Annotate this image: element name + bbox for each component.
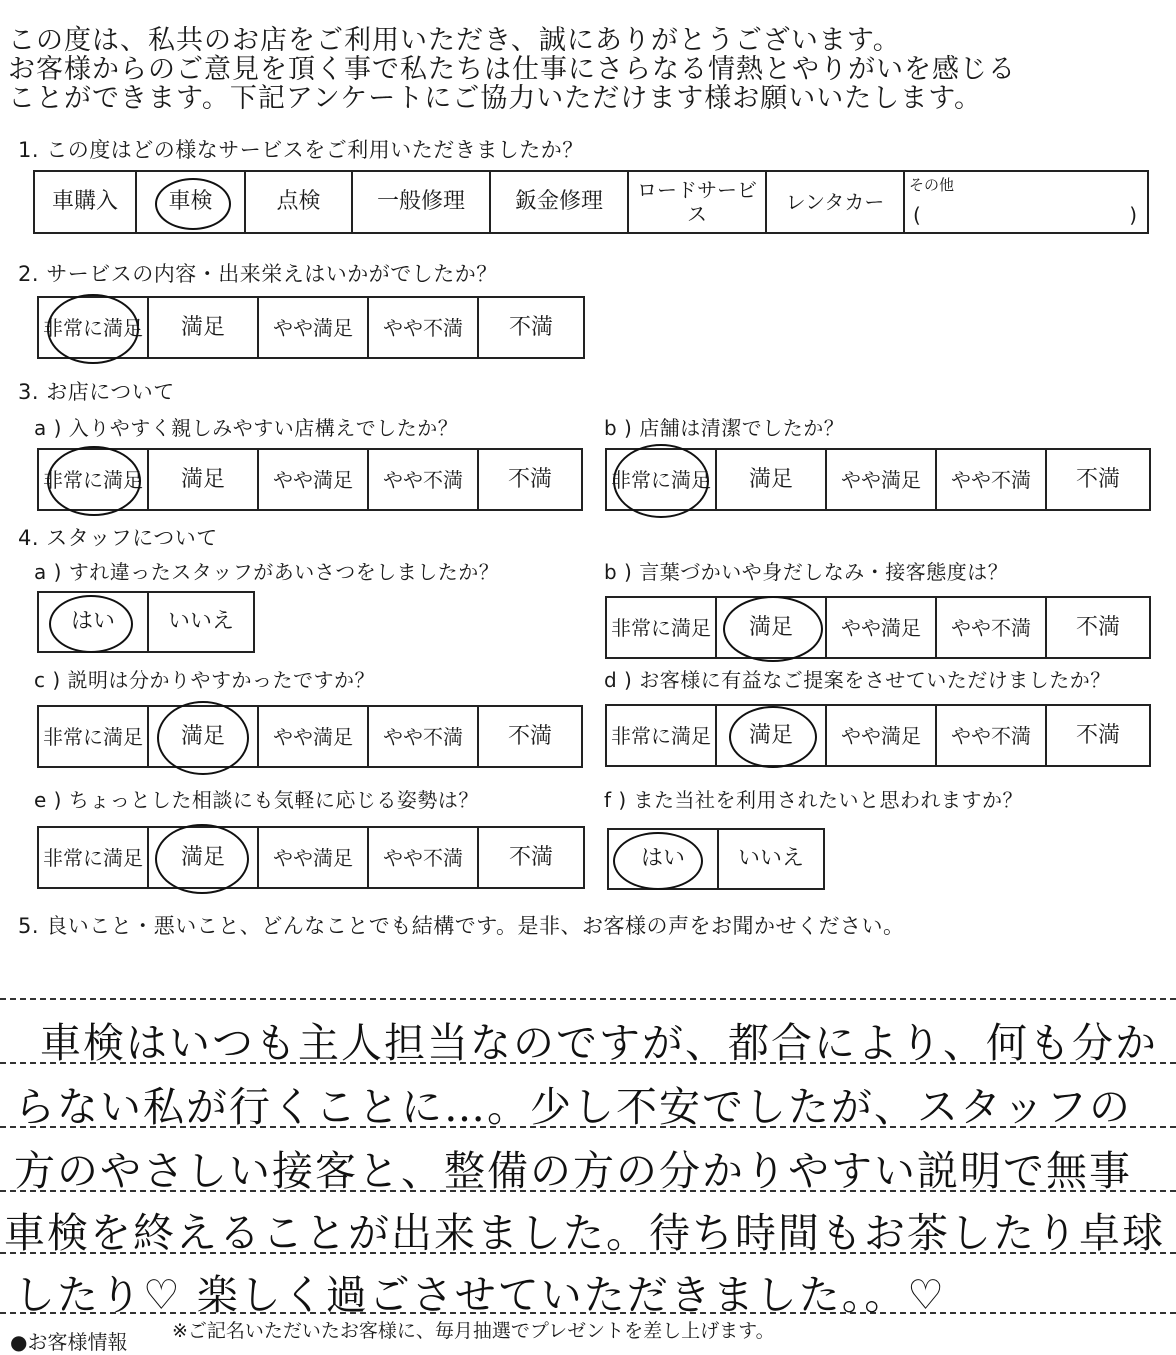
q4e-option-very-satisfied[interactable]: 非常に満足 [38, 827, 148, 888]
q4f-option-yes[interactable]: はい [608, 829, 718, 889]
q3b-option-dissatisfied[interactable]: 不満 [1046, 449, 1150, 510]
q3a-option-very-satisfied[interactable]: 非常に満足 [38, 449, 148, 510]
q2-option-satisfied[interactable]: 満足 [148, 297, 258, 358]
q1-options [33, 170, 1149, 234]
q3a-title: a ) 入りやすく親しみやすい店構えでしたか？ [34, 416, 459, 440]
q4b-title: b ) 言葉づかいや身だしなみ・接客態度は？ [604, 560, 1009, 584]
intro-line: お客様からのご意見を頂く事で私たちは仕事にさらなる情熱とやりがいを感じる [8, 54, 1016, 85]
q4c-option-very-satisfied[interactable]: 非常に満足 [38, 706, 148, 767]
q3a-option-satisfied[interactable]: 満足 [148, 449, 258, 510]
q3a-option-dissatisfied[interactable]: 不満 [478, 449, 582, 510]
q4c-option-somewhat-satisfied[interactable]: やや満足 [258, 706, 368, 767]
q4b-option-dissatisfied[interactable]: 不満 [1046, 597, 1150, 658]
q2-option-very-satisfied[interactable]: 非常に満足 [38, 297, 148, 358]
other-open-paren: ( [913, 203, 921, 227]
q4b-option-very-satisfied[interactable]: 非常に満足 [606, 597, 716, 658]
q4d-title: d ) お客様に有益なご提案をさせていただけましたか？ [604, 668, 1111, 692]
q4c-option-satisfied[interactable]: 満足 [148, 706, 258, 767]
q1-option-shaken[interactable]: 車検 [136, 171, 245, 233]
q4d-option-dissatisfied[interactable]: 不満 [1046, 705, 1150, 766]
q4a-title: a ) すれ違ったスタッフがあいさつをしましたか？ [34, 560, 500, 584]
q4d-options [605, 704, 1151, 767]
q3b-option-somewhat-satisfied[interactable]: やや満足 [826, 449, 936, 510]
q2-option-somewhat-dissatisfied[interactable]: やや不満 [368, 297, 478, 358]
q4a-options [37, 591, 255, 653]
q4d-option-very-satisfied[interactable]: 非常に満足 [606, 705, 716, 766]
q1-option-rental-car[interactable]: レンタカー [766, 171, 904, 233]
intro-line: ことができます。下記アンケートにご協力いただけます様お願いいたします。 [8, 83, 983, 114]
handwritten-comment-line: 車検を終えることが出来ました。待ち時間もお茶したり卓球 [4, 1209, 1165, 1257]
q4d-option-somewhat-satisfied[interactable]: やや満足 [826, 705, 936, 766]
handwritten-comment-line: 方のやさしい接客と、整備の方の分かりやすい説明で無事 [14, 1147, 1132, 1195]
q3a-options [37, 448, 583, 511]
q3b-option-very-satisfied[interactable]: 非常に満足 [606, 449, 716, 510]
q3b-title: b ) 店舗は清潔でしたか？ [604, 416, 845, 440]
q4a-option-yes[interactable]: はい [38, 592, 148, 652]
q3-title: 3. お店について [18, 380, 175, 404]
q3b-options [605, 448, 1151, 511]
q4-title: 4. スタッフについて [18, 526, 218, 550]
handwritten-comment-line: したり♡ 楽しく過ごさせていただきました。。♡ [14, 1271, 947, 1319]
q3b-option-satisfied[interactable]: 満足 [716, 449, 826, 510]
q3a-option-somewhat-dissatisfied[interactable]: やや不満 [368, 449, 478, 510]
q4d-option-satisfied[interactable]: 満足 [716, 705, 826, 766]
q2-option-somewhat-satisfied[interactable]: やや満足 [258, 297, 368, 358]
writing-line [0, 998, 1176, 1000]
q1-option-inspection[interactable]: 点検 [245, 171, 352, 233]
q4b-option-somewhat-satisfied[interactable]: やや満足 [826, 597, 936, 658]
q4d-option-somewhat-dissatisfied[interactable]: やや不満 [936, 705, 1046, 766]
q4f-title: f ) また当社を利用されたいと思われますか？ [604, 788, 1024, 812]
q4c-option-somewhat-dissatisfied[interactable]: やや不満 [368, 706, 478, 767]
q2-options [37, 296, 585, 359]
q3b-option-somewhat-dissatisfied[interactable]: やや不満 [936, 449, 1046, 510]
q5-title: 5. 良いこと・悪いこと、どんなことでも結構です。是非、お客様の声をお聞かせください。 [18, 914, 905, 938]
q4e-option-dissatisfied[interactable]: 不満 [478, 827, 584, 888]
q4e-options [37, 826, 585, 889]
q1-title: 1. この度はどの様なサービスをご利用いただきましたか？ [18, 138, 584, 162]
q4e-option-somewhat-dissatisfied[interactable]: やや不満 [368, 827, 478, 888]
q1-option-other[interactable] [904, 171, 1148, 233]
q2-title: 2. サービスの内容・出来栄えはいかがでしたか？ [18, 262, 498, 286]
handwritten-comment-line: らない私が行くことに…。少し不安でしたが、スタッフの [14, 1083, 1132, 1131]
q4e-option-somewhat-satisfied[interactable]: やや満足 [258, 827, 368, 888]
q4c-options [37, 705, 583, 768]
footer-note: ※ご記名いただいたお客様に、毎月抽選でプレゼントを差し上げます。 [172, 1320, 775, 1342]
intro-text [8, 26, 1173, 113]
q4e-title: e ) ちょっとした相談にも気軽に応じる姿勢は？ [34, 788, 479, 812]
q4b-option-satisfied[interactable]: 満足 [716, 597, 826, 658]
q4c-option-dissatisfied[interactable]: 不満 [478, 706, 582, 767]
q4e-option-satisfied[interactable]: 満足 [148, 827, 258, 888]
q4a-option-no[interactable]: いいえ [148, 592, 254, 652]
q3a-option-somewhat-satisfied[interactable]: やや満足 [258, 449, 368, 510]
other-close-paren: ) [1129, 203, 1137, 227]
q1-option-car-purchase[interactable]: 車購入 [34, 171, 136, 233]
other-label: その他 [909, 176, 955, 194]
q1-option-bodywork[interactable]: 鈑金修理 [490, 171, 628, 233]
q2-option-dissatisfied[interactable]: 不満 [478, 297, 584, 358]
customer-info-heading: ●お客様情報 [10, 1330, 128, 1354]
q4f-options [607, 828, 825, 890]
q4c-title: c ) 説明は分かりやすかったですか？ [34, 668, 376, 692]
q1-option-road-service[interactable]: ロードサービス [628, 171, 766, 233]
q1-option-general-repair[interactable]: 一般修理 [352, 171, 490, 233]
q4b-options [605, 596, 1151, 659]
q4b-option-somewhat-dissatisfied[interactable]: やや不満 [936, 597, 1046, 658]
intro-line: この度は、私共のお店をご利用いただき、誠にありがとうございます。 [8, 25, 901, 56]
handwritten-comment-line: 車検はいつも主人担当なのですが、都合により、何も分か [40, 1019, 1158, 1067]
q4f-option-no[interactable]: いいえ [718, 829, 824, 889]
